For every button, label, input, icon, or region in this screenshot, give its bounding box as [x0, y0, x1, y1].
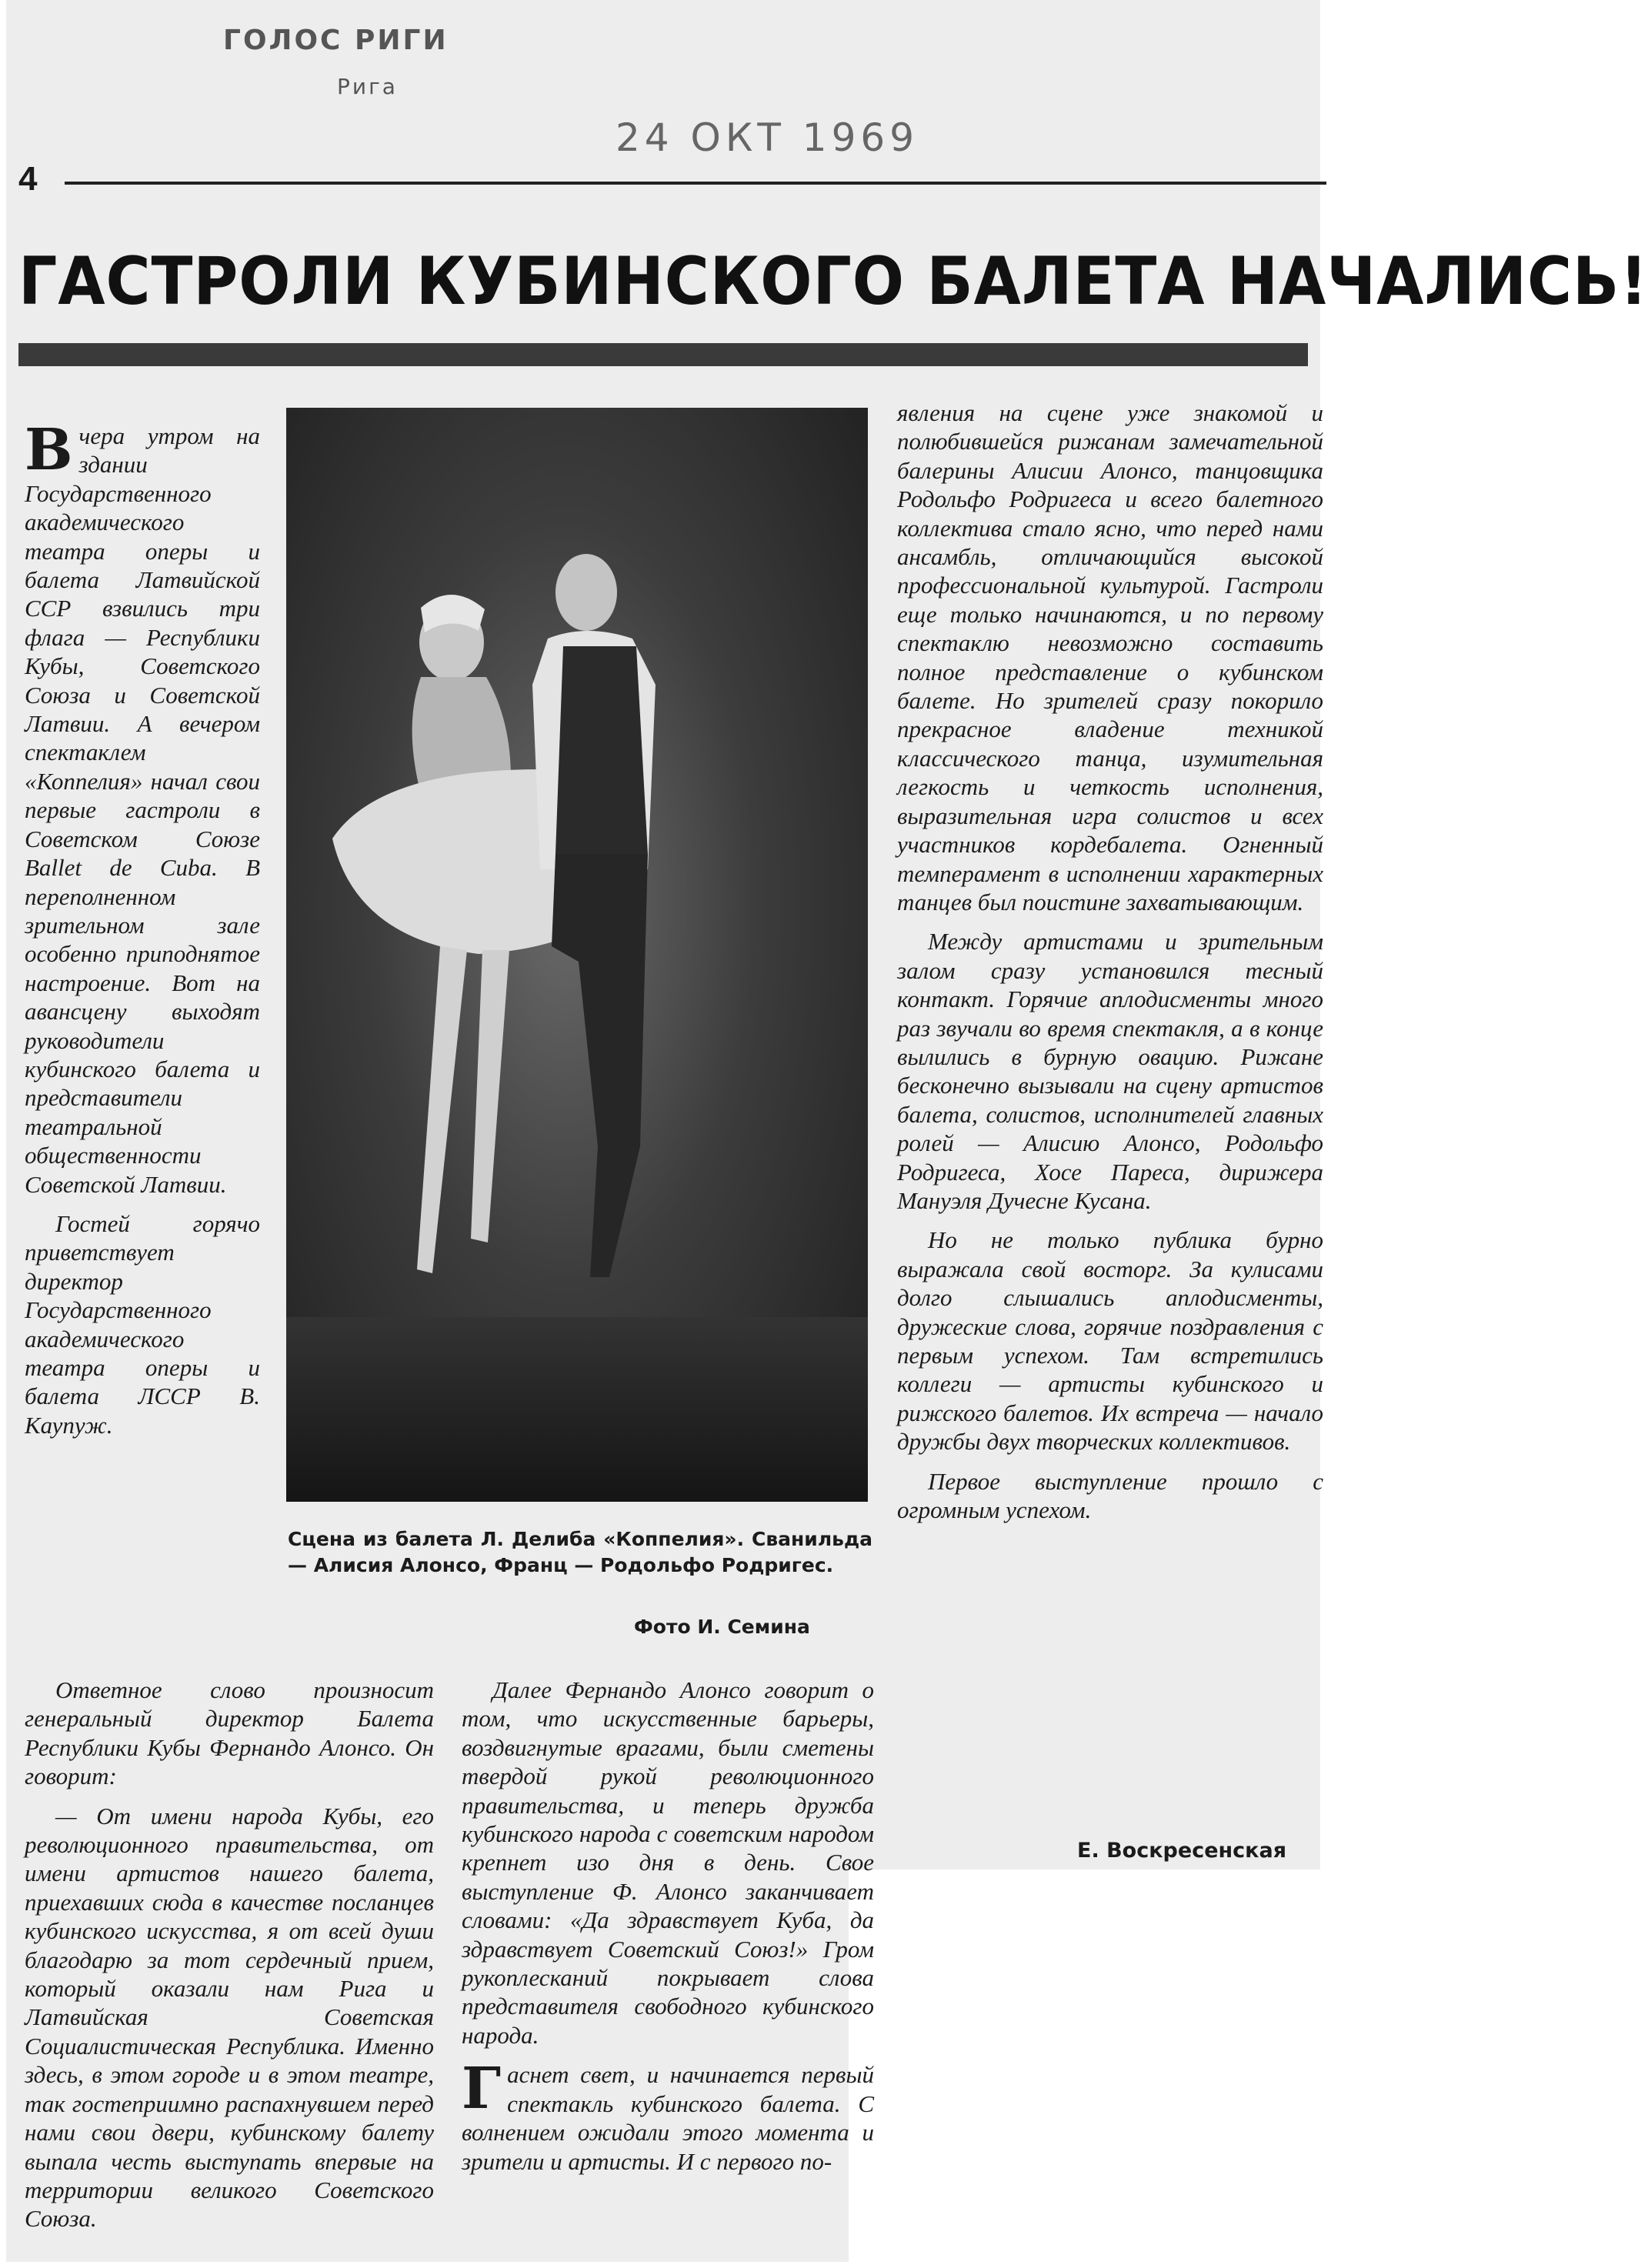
dancer-head — [555, 554, 617, 631]
left-paragraph-1: Вчера утром на здании Государственного академического театра оперы и балета Латвийской ССР взвились три флага — Республики Кубы, Советского Союза и Советской Латвии. А вечером спектаклем «Коппелия» начал свои первые гастроли в Советском Союзе Ballet de Cuba. В переполненном зрительном зале особенно приподнятое настроение. Вот на авансцену выходят руководители кубинского балета и представители театральной общественности Советской Латвии. — [25, 417, 260, 1198]
headline-rule — [18, 343, 1308, 366]
bottom-left-paragraph-2: — От имени народа Кубы, его революционного правительства, от имени артистов нашего балета, приехавших сюда в качестве посланцев кубинского искусства, я от всей души благодарю за тот сердечный прием, который оказали нам Рига и Латвийская Советская Социалистическая Республика. Именно здесь, в этом городе и в этом театре, так гостеприимно распахнувшем перед нами свои двери, кубинскому балету выпала честь выступать впервые на территории великого Советского Союза. — [25, 1802, 434, 2233]
left-paragraph-2: Гостей горячо приветствует директор Государственного академического театра оперы и балета ЛССР В. Каупуж. — [25, 1209, 260, 1439]
right-paragraph-4: Первое выступление прошло с огромным успехом. — [897, 1467, 1323, 1524]
bottom-center-paragraph-2: Гаснет свет, и начинается первый спектакль кубинского балета. С волнением ожидали этого момента и зрители и артисты. И с первого по- — [462, 2056, 874, 2175]
top-divider — [65, 182, 1326, 185]
bottom-left-column — [25, 1676, 434, 2244]
ballerina-leg-left — [417, 946, 467, 1273]
left-column — [25, 417, 260, 1450]
bottom-center-paragraph-1: Далее Фернандо Алонсо говорит о том, что искусственные барьеры, воздвигнутые врагами, были сметены твердой рукой революционного правительства, и теперь дружба кубинского народа с советским народом крепнет изо дня в день. Свое выступление Ф. Алонсо заканчивает словами: «Да здравствует Куба, да здравствует Советский Союз!» Гром рукоплесканий покрывает слова представителя свободного кубинского народа. — [462, 1676, 874, 2049]
author-signature: Е. Воскресенская — [1077, 1839, 1287, 1863]
photo-credit: Фото И. Семина — [634, 1616, 810, 1638]
ballerina-leg-right — [471, 950, 509, 1242]
bottom-left-paragraph-1: Ответное слово произносит генеральный директор Балета Республики Кубы Фернандо Алонсо. Он говорит: — [25, 1676, 434, 1790]
drop-cap-2: Г — [462, 2056, 502, 2123]
dancers-illustration — [286, 408, 868, 1502]
dancer-vest — [555, 646, 648, 854]
headline: ГАСТРОЛИ КУБИНСКОГО БАЛЕТА НАЧАЛИСЬ! — [18, 243, 1648, 320]
dancer-legs — [552, 854, 648, 1277]
page-number: 4 — [18, 160, 38, 198]
newspaper-name-stamp: ГОЛОС РИГИ — [223, 25, 449, 56]
drop-cap: В — [25, 417, 73, 483]
right-column — [897, 399, 1323, 1535]
date-stamp: 24 ОКТ 1969 — [615, 115, 919, 160]
photo-caption: Сцена из балета Л. Делиба «Коппелия». Сванильда — Алисия Алонсо, Франц — Родольфо Родригес. — [288, 1528, 872, 1576]
city-stamp: Рига — [337, 74, 398, 99]
right-paragraph-3: Но не только публика бурно выражала свой восторг. За кулисами долго слышались аплодисменты, дружеские слова, горячие поздравления с первым успехом. Там встретились коллеги — артисты кубинского и рижского балетов. Их встреча — начало дружбы двух творческих коллективов. — [897, 1226, 1323, 1456]
right-paragraph-1: явления на сцене уже знакомой и полюбившейся рижанам замечательной балерины Алисии Алонсо, танцовщика Родольфо Родригеса и всего балетного коллектива стало ясно, что перед нами ансамбль, отличающийся высокой профессиональной культурой. Гастроли еще только начинаются, и по первому спектаклю невозможно составить полное представление о кубинском балете. Но зрителей сразу покорило прекрасное владение техникой классического танца, изумительная легкость и четкость исполнения, выразительная игра солистов и всех участников кордебалета. Огненный темперамент в исполнении характерных танцев был поистине захватывающим. — [897, 399, 1323, 916]
bottom-center-column — [462, 1676, 874, 2186]
ballet-photo — [286, 408, 868, 1502]
right-paragraph-2: Между артистами и зрительным залом сразу установился тесный контакт. Горячие аплодисменты много раз звучали во время спектакля, а в конце вылились в бурную овацию. Рижане бесконечно вызывали на сцену артистов балета, солистов, исполнителей главных ролей — Алисию Алонсо, Родольфо Родригеса, Хосе Пареса, дирижера Мануэля Дучесне Кусана. — [897, 928, 1323, 1214]
